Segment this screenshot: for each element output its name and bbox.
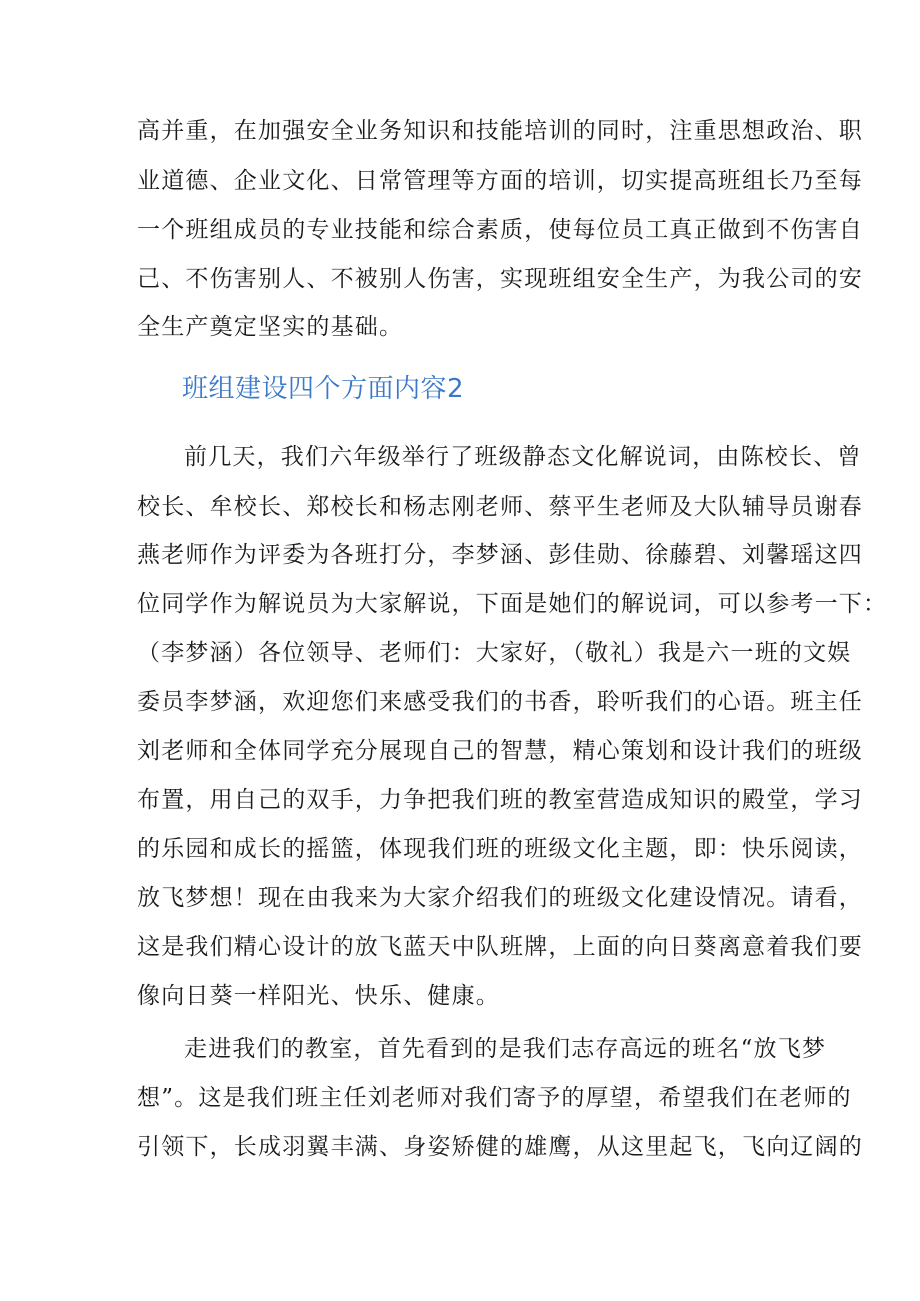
paragraph-2-line: 校长、牟校长、郑校长和杨志刚老师、蔡平生老师及大队辅导员谢春 xyxy=(137,494,863,520)
paragraph-2-line: 像向日葵一样阳光、快乐、健康。 xyxy=(137,983,500,1009)
paragraph-1-line: 业道德、企业文化、日常管理等方面的培训，切实提高班组长乃至每 xyxy=(137,168,863,194)
paragraph-1-line: 己、不伤害别人、不被别人伤害，实现班组安全生产，为我公司的安 xyxy=(137,266,863,292)
paragraph-2-line: 放飞梦想！现在由我来为大家介绍我们的班级文化建设情况。请看， xyxy=(137,885,863,911)
paragraph-2-line: 的乐园和成长的摇篮，体现我们班的班级文化主题，即：快乐阅读， xyxy=(137,836,863,862)
paragraph-1-line: 全生产奠定坚实的基础。 xyxy=(137,314,404,340)
paragraph-2-line: 刘老师和全体同学充分展现自己的智慧，精心策划和设计我们的班级 xyxy=(137,738,863,764)
paragraph-2-line: （李梦涵）各位领导、老师们：大家好，（敬礼）我是六一班的文娱 xyxy=(137,640,852,666)
paragraph-2-line: 委员李梦涵，欢迎您们来感受我们的书香，聆听我们的心语。班主任 xyxy=(137,689,863,715)
paragraph-2-line: 这是我们精心设计的放飞蓝天中队班牌，上面的向日葵离意着我们要 xyxy=(137,934,863,960)
paragraph-2-line: 燕老师作为评委为各班打分，李梦涵、彭佳勋、徐藤碧、刘馨瑶这四 xyxy=(137,542,863,568)
paragraph-2-line: 布置，用自己的双手，力争把我们班的教室营造成知识的殿堂，学习 xyxy=(137,787,863,813)
paragraph-3-line: 走进我们的教室，首先看到的是我们志存高远的班名“放飞梦 xyxy=(184,1036,827,1062)
paragraph-2-line: 前几天，我们六年级举行了班级静态文化解说词，由陈校长、曾 xyxy=(184,444,862,470)
paragraph-3-line: 引领下，长成羽翼丰满、身姿矫健的雄鹰，从这里起飞，飞向辽阔的 xyxy=(137,1134,863,1160)
paragraph-2-line: 位同学作为解说员为大家解说，下面是她们的解说词，可以参考一下： xyxy=(137,591,888,617)
paragraph-3-line: 想”。这是我们班主任刘老师对我们寄予的厚望，希望我们在老师的 xyxy=(137,1085,852,1111)
paragraph-1-line: 一个班组成员的专业技能和综合素质，使每位员工真正做到不伤害自 xyxy=(137,217,863,243)
section-heading: 班组建设四个方面内容2 xyxy=(182,374,465,404)
paragraph-1-line: 高并重，在加强安全业务知识和技能培训的同时，注重思想政治、职 xyxy=(137,118,863,144)
